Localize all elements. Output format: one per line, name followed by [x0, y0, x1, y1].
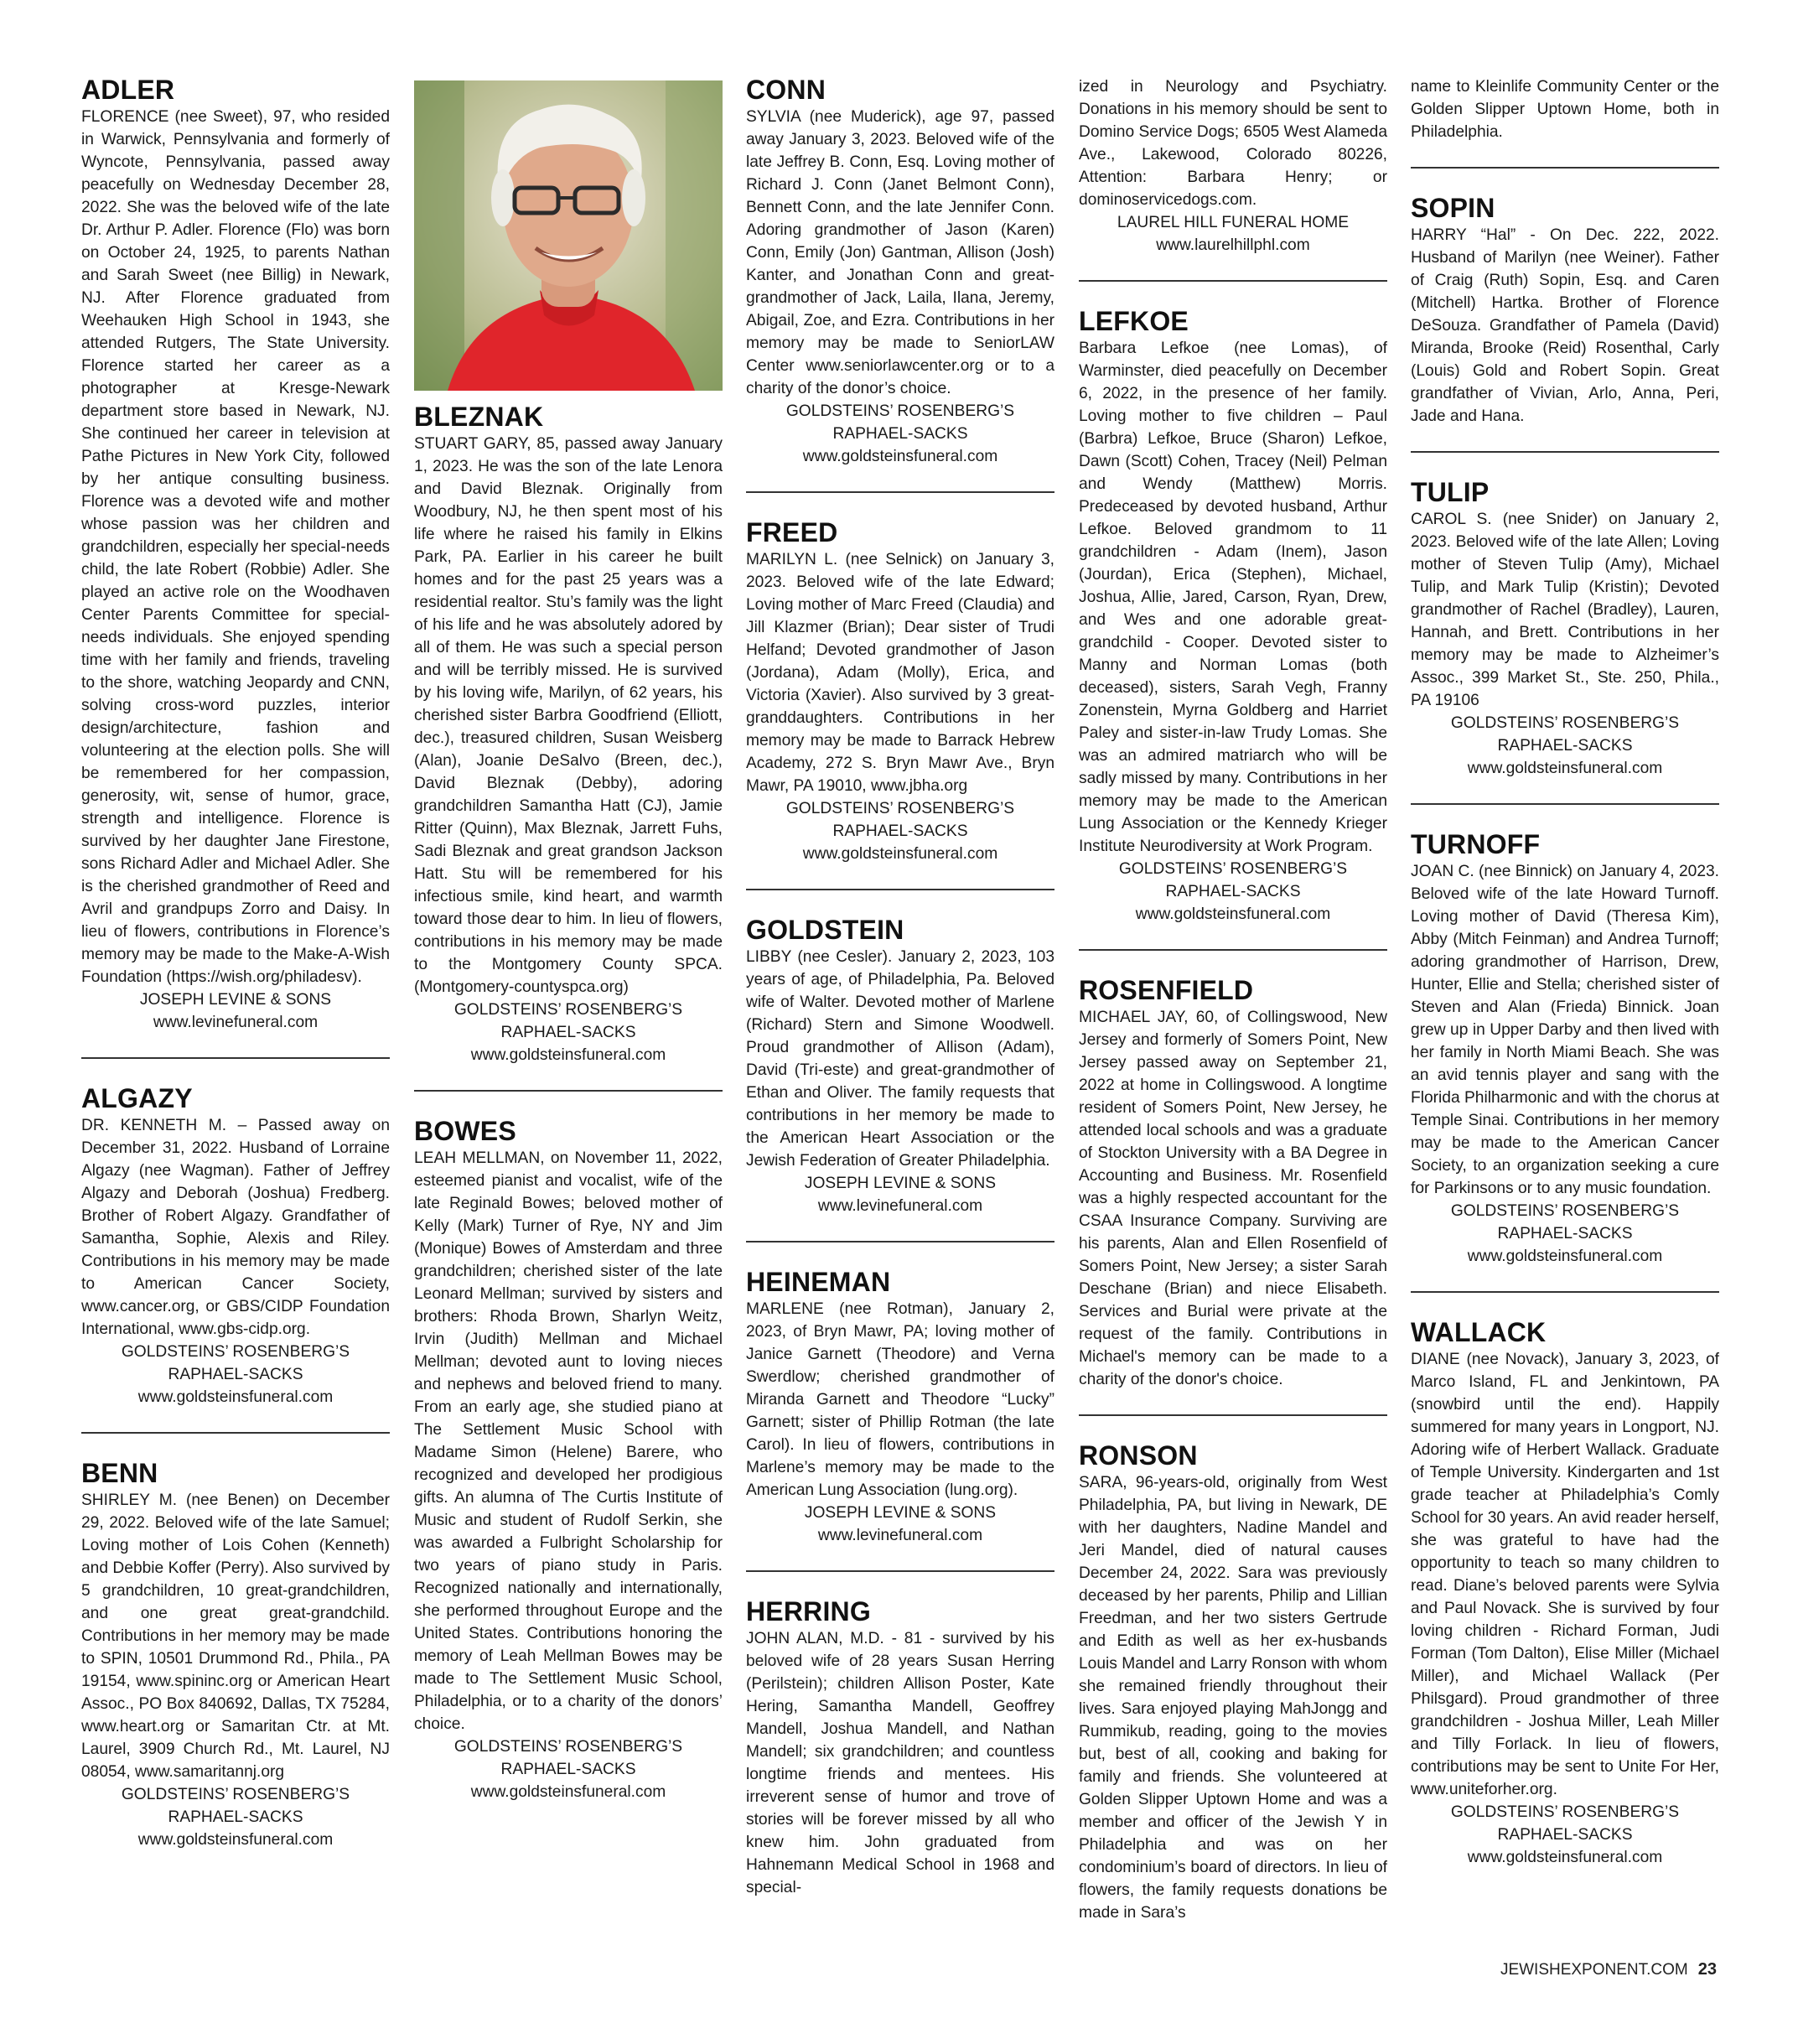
funeral-home-name: RAPHAEL-SACKS — [1497, 1826, 1633, 1844]
obituary-herring-continued — [1079, 75, 1387, 257]
page-number: 23 — [1697, 1960, 1717, 1979]
obituary-name: WALLACK — [1411, 1317, 1547, 1347]
divider — [81, 1057, 390, 1059]
obituary-tulip — [1411, 478, 1719, 780]
bleznak-portrait-photo — [414, 80, 723, 391]
column-3 — [746, 75, 1054, 1899]
funeral-home-url[interactable]: www.goldsteinsfuneral.com — [470, 1046, 666, 1064]
funeral-home-name: RAPHAEL-SACKS — [500, 1024, 636, 1041]
obituary-name: SOPIN — [1411, 193, 1495, 223]
obituary-lefkoe — [1079, 307, 1387, 926]
funeral-home-url[interactable]: www.goldsteinsfuneral.com — [802, 448, 998, 465]
funeral-home-name: RAPHAEL-SACKS — [168, 1808, 303, 1826]
obituary-sopin — [1411, 194, 1719, 428]
obituary-text: FLORENCE (nee Sweet), 97, who resided in Warwick, Pennsylvania and formerly of Wyncote, Pennsylvania, passed away peacefully on Wednesday December 28, 2022. She was the beloved wife of the late Dr. Arthur P. Adler. Florence (Flo) was born on October 24, 1925, to parents Nathan and Sarah Sweet (nee Billig) in Newark, NJ. After Florence graduated from Weehauken High School in 1943, she attended Rutgers, The State University. Florence started her career as a photographer at Kresge-Newark department store based in Newark, NJ. She continued her career in television at Pathe Pictures in New York City, followed by her antique consulting business. Florence was a devoted wife and mother whose passion was her children and grandchildren, especially her special-needs child, the late Robert (Robbie) Adler. She played an active role on the Woodhaven Center Parents Committee for special-needs individuals. She enjoyed spending time with her family and friends, traveling to the shore, watching Jeopardy and CNN, solving cross-word puzzles, interior design/architecture, fashion and volunteering at the election polls. She will be remembered for her compassion, generosity, wit, sense of humor, grace, strength and intelligence. Florence is survived by her daughter Jane Firestone, sons Richard Adler and Michael Adler. She is the cherished grandmother of Reed and Avril and grandpups Zorro and Daisy. In lieu of flowers, contributions in Florence’s memory may be made to the Make-A-Wish Foundation (https://wish.org/philadesv). — [81, 108, 390, 986]
obituary-name: TURNOFF — [1411, 829, 1541, 859]
obituary-name: TULIP — [1411, 477, 1490, 507]
obituary-conn — [746, 75, 1054, 468]
obituary-name: RONSON — [1079, 1440, 1198, 1471]
obituary-text: Barbara Lefkoe (nee Lomas), of Warminster, died peacefully on December 6, 2022, in the presence of her family. Loving mother to five children – Paul (Barbra) Lefkoe, Bruce (Sharon) Lefkoe, Dawn (Scott) Cohen, Tracey (Neil) Pelman and Wendy (Matthew) Morris. Predeceased by devoted husband, Arthur Lefkoe. Beloved grandmom to 11 grandchildren - Adam (Inem), Jason (Jourdan), Erica (Stephen), Michael, Joshua, Allie, Jared, Carson, Ryan, Drew, and Wes and one adorable great-grandchild - Cooper. Devoted sister to Manny and Norman Lomas (both deceased), sisters, Sarah Vegh, Franny Zonenstein, Myrna Goldberg and Harriet Paley and sister-in-law Trudy Lomas. She was an admired matriarch who will be sadly missed by many. Contributions in her memory may be made to the American Lung Association or the Kennedy Krieger Institute Neurodiversity at Work Program. — [1079, 340, 1387, 855]
divider — [746, 1570, 1054, 1572]
obituary-name: HERRING — [746, 1596, 871, 1626]
obituary-text: SARA, 96-years-old, originally from West Philadelphia, PA, but living in Newark, DE with her daughters, Nadine Mandel and Jeri Mandel, died of natural causes December 24, 2022. Sara was previously deceased by her parents, Philip and Lillian Freedman, and her two sisters Gertrude and Edith as well as her ex-husbands Louis Mandel and Larry Ronson with whom she remained friendly throughout their lives. Sara enjoyed playing MahJongg and Rummikub, reading, going to the movies but, best of all, cooking and baking for family and friends. She volunteered at Golden Slipper Uptown Home and was a member and officer of the Jewish Y in Philadelphia and was on her condominium’s board of directors. In lieu of flowers, the family requests donations be made in Sara’s — [1079, 1474, 1387, 1922]
funeral-home-url[interactable]: www.levinefuneral.com — [817, 1197, 983, 1215]
page-footer — [1500, 1960, 1717, 1979]
obituary-name: ALGAZY — [81, 1083, 193, 1113]
funeral-home-url[interactable]: www.goldsteinsfuneral.com — [1467, 1248, 1663, 1265]
funeral-home-name: GOLDSTEINS’ ROSENBERG’S — [453, 1738, 683, 1756]
obituary-name: BOWES — [414, 1116, 516, 1146]
obituary-name: LEFKOE — [1079, 306, 1189, 336]
obituary-ronson-continued — [1411, 75, 1719, 143]
funeral-home-url[interactable]: www.goldsteinsfuneral.com — [470, 1783, 666, 1801]
divider — [746, 1241, 1054, 1242]
divider — [1411, 1291, 1719, 1293]
obituary-text: DIANE (nee Novack), January 3, 2023, of Marco Island, FL and Jenkintown, PA (snowbird until the end). Happily summered for many years in Longport, NJ. Adoring wife of Herbert Wallack. Graduate of Temple University. Kindergarten and 1st grade teacher at Philadelphia’s Comly School for 30 years. An avid reader herself, she was grateful to have had the opportunity to teach so many children to read. Diane’s beloved parents were Sylvia and Paul Novack. She is survived by four loving children - Richard Forman, Judi Forman (Tom Dalton), Elise Miller (Michael Miller), and Michael Wallack (Per Philsgard). Proud grandmother of three grandchildren - Joshua Miller, Leah Miller and Tilly Forlack. In lieu of flowers, contributions may be sent to Unite For Her, www.uniteforher.org. — [1411, 1351, 1719, 1798]
column-2 — [414, 402, 723, 1803]
obituary-text: CAROL S. (nee Snider) on January 2, 2023. Beloved wife of the late Allen; Loving mother of Steven Tulip (Amy), Michael Tulip, and Mark Tulip (Kristin); Devoted grandmother of Rachel (Bradley), Lauren, Hannah, and Brett. Contributions in her memory may be made to Alzheimer’s Assoc., 399 Market St., Ste. 250, Phila., PA 19106 — [1411, 511, 1719, 709]
obituary-name: ADLER — [81, 75, 175, 105]
funeral-home-name: GOLDSTEINS’ ROSENBERG’S — [453, 1001, 683, 1019]
obituary-name: CONN — [746, 75, 826, 105]
obituary-text: HARRY “Hal” - On Dec. 222, 2022. Husband of Marilyn (nee Weiner). Father of Craig (Ruth) Sopin, Esq. and Caren (Mitchell) Hartka. Brother of Florence DeSouza. Grandfather of Pamela (David) Miranda, Brooke (Reid) Rosenthal, Carly (Louis) Gold and Robert Sopin. Great grandfather of Vivian, Arlo, Anna, Peri, Jade and Hana. — [1411, 226, 1719, 425]
funeral-home-name: GOLDSTEINS’ ROSENBERG’S — [785, 800, 1015, 817]
divider — [1411, 451, 1719, 453]
funeral-home-name: RAPHAEL-SACKS — [1497, 737, 1633, 755]
obituary-text: SHIRLEY M. (nee Benen) on December 29, 2022. Beloved wife of the late Samuel; Loving mother of Lois Cohen (Kenneth) and Debbie Koffer (Perry). Also survived by 5 grandchildren, 10 great-grandchildren, and one great great-grandchild. Contributions in her memory may be made to SPIN, 10501 Drummond Rd., Phila., PA 19154, www.spininc.org or American Heart Assoc., PO Box 840692, Dallas, TX 75284, www.heart.org or Samaritan Ctr. at Mt. Laurel, 3909 Church Rd., Mt. Laurel, NJ 08054, www.samaritannj.org — [81, 1491, 390, 1781]
funeral-home-name: LAUREL HILL FUNERAL HOME — [1117, 214, 1350, 231]
column-4 — [1079, 75, 1387, 1924]
funeral-home-url[interactable]: www.goldsteinsfuneral.com — [1467, 760, 1663, 777]
obituary-adler — [81, 75, 390, 1034]
obituary-wallack — [1411, 1318, 1719, 1869]
obituary-name: BLEZNAK — [414, 402, 544, 432]
obituary-benn — [81, 1459, 390, 1851]
divider — [746, 889, 1054, 890]
obituary-name: FREED — [746, 517, 838, 547]
obituary-text-continued: ized in Neurology and Psychiatry. Donations in his memory should be sent to Domino Service Dogs; 6505 West Alameda Ave., Lakewood, Colorado 80226, Attention: Barbara Henry; or dominoservicedogs.com. — [1079, 78, 1387, 209]
divider — [1411, 803, 1719, 805]
obituary-goldstein — [746, 916, 1054, 1217]
obituary-name: GOLDSTEIN — [746, 915, 904, 945]
funeral-home-name: RAPHAEL-SACKS — [168, 1366, 303, 1383]
obituary-herring — [746, 1597, 1054, 1899]
obituary-bleznak — [414, 402, 723, 1066]
obituary-name: BENN — [81, 1458, 158, 1488]
column-5 — [1411, 75, 1719, 1869]
funeral-home-name: GOLDSTEINS’ ROSENBERG’S — [121, 1343, 350, 1361]
divider — [1079, 949, 1387, 951]
divider — [81, 1432, 390, 1434]
obituary-text: JOHN ALAN, M.D. - 81 - survived by his beloved wife of 28 years Susan Herring (Perilstein); children Allison Poster, Kate Hering, Samantha Mandell, Geoffrey Mandell, Joshua Mandell, and Nathan Mandell; six grandchildren; and countless longtime friends and mentees. His irreverent sense of humor and trove of stories will be forever missed by all who knew him. John graduated from Hahnemann Medical School in 1968 and special- — [746, 1630, 1054, 1896]
obituary-freed — [746, 518, 1054, 865]
funeral-home-name: RAPHAEL-SACKS — [1497, 1225, 1633, 1242]
site-name[interactable]: JEWISHEXPONENT.COM — [1500, 1961, 1688, 1979]
divider — [746, 491, 1054, 493]
funeral-home-url[interactable]: www.goldsteinsfuneral.com — [1135, 905, 1331, 923]
obituary-text: SYLVIA (nee Muderick), age 97, passed away January 3, 2023. Beloved wife of the late Jeffrey B. Conn, Esq. Loving mother of Richard J. Conn (Janet Belmont Conn), Bennett Conn, and the late Jennifer Conn. Adoring grandmother of Jason (Karen) Conn, Emily (Jon) Gantman, Allison (Josh) Kanter, and Jonathan Conn and great-grandmother of Jack, Laila, Ilana, Jeremy, Abigail, Zoe, and Ezra. Contributions in her memory may be made to SeniorLAW Center www.seniorlawcenter.org or to a charity of the donor’s choice. — [746, 108, 1054, 397]
funeral-home-name: RAPHAEL-SACKS — [1165, 883, 1301, 900]
obituary-text: LEAH MELLMAN, on November 11, 2022, esteemed pianist and vocalist, wife of the late Reginald Bowes; beloved mother of Kelly (Mark) Turner of Rye, NY and Jim (Monique) Bowes of Amsterdam and three grandchildren; cherished sister of the late Leonard Mellman; survived by sisters and brothers: Rhoda Brown, Sharlyn Weitz, Irvin (Judith) Mellman and Michael Mellman; devoted aunt to loving nieces and nephews and beloved friend to many. From an early age, she studied piano at The Settlement Music School with Madame Simon (Helene) Barere, who recognized and developed her prodigious gifts. An alumna of The Curtis Institute of Music and student of Rudolf Serkin, she was awarded a Fulbright Scholarship for two years of piano study in Paris. Recognized nationally and internationally, she performed throughout Europe and the United States. Contributions honoring the memory of Leah Mellman Bowes may be made to The Settlement Music School, Philadelphia, or to a charity of the donors’ choice. — [414, 1149, 723, 1733]
funeral-home-url[interactable]: www.laurelhillphl.com — [1156, 236, 1310, 254]
funeral-home-name: JOSEPH LEVINE & SONS — [804, 1175, 997, 1192]
divider — [1411, 167, 1719, 169]
funeral-home-url[interactable]: www.goldsteinsfuneral.com — [137, 1831, 334, 1849]
funeral-home-name: GOLDSTEINS’ ROSENBERG’S — [1450, 714, 1680, 732]
obituary-heineman — [746, 1268, 1054, 1547]
column-1 — [81, 75, 390, 1851]
funeral-home-name: RAPHAEL-SACKS — [832, 425, 968, 443]
obituary-text: JOAN C. (nee Binnick) on January 4, 2023. Beloved wife of the late Howard Turnoff. Loving mother of David (Theresa Kim), Abby (Mitch Feinman) and Andrea Turnoff; adoring grandmother of Harrison, Drew, Hunter, Ellie and Stella; cherished sister of Steven and Alan (Frieda) Binnick. Joan grew up in Upper Darby and then lived with her family in North Miami Beach. She was an avid tennis player and sang with the Florida Philharmonic and with the chorus at Temple Sinai. Contributions in her memory may be made to the American Cancer Society, to an organization seeking a cure for Parkinsons or to any music foundation. — [1411, 863, 1719, 1197]
funeral-home-url[interactable]: www.levinefuneral.com — [153, 1014, 319, 1031]
funeral-home-url[interactable]: www.goldsteinsfuneral.com — [802, 845, 998, 863]
funeral-home-name: GOLDSTEINS’ ROSENBERG’S — [1118, 860, 1348, 878]
funeral-home-name: GOLDSTEINS’ ROSENBERG’S — [1450, 1202, 1680, 1220]
funeral-home-url[interactable]: www.goldsteinsfuneral.com — [137, 1388, 334, 1406]
divider — [1079, 1414, 1387, 1416]
funeral-home-name: JOSEPH LEVINE & SONS — [139, 991, 332, 1009]
obituary-text: DR. KENNETH M. – Passed away on December 31, 2022. Husband of Lorraine Algazy (nee Wagman). Father of Jeffrey Algazy and Deborah (Joshua) Fredberg. Brother of Robert Algazy. Grandfather of Samantha, Sophie, Alexis and Riley. Contributions in his memory may be made to American Cancer Society, www.cancer.org, or GBS/CIDP Foundation International, www.gbs-cidp.org. — [81, 1117, 390, 1338]
obituary-text: MARILYN L. (nee Selnick) on January 3, 2023. Beloved wife of the late Edward; Loving mother of Marc Freed (Claudia) and Jill Klazmer (Brian); Dear sister of Trudi Helfand; Devoted grandmother of Jason (Jordana), Adam (Molly), Erica, and Victoria (Xavier). Also survived by 3 great-granddaughters. Contributions in her memory may be made to Barrack Hebrew Academy, 272 S. Bryn Mawr Ave., Bryn Mawr, PA 19010, www.jbha.org — [746, 551, 1054, 795]
obituary-turnoff — [1411, 830, 1719, 1268]
obituary-text: MICHAEL JAY, 60, of Collingswood, New Jersey and formerly of Somers Point, New Jersey passed away on September 21, 2022 at home in Collingswood. A longtime resident of Somers Point, New Jersey, he attended local schools and was a graduate of Stockton University with a BA Degree in Accounting and Business. Mr. Rosenfield was a highly respected accountant for the CSAA Insurance Company. Surviving are his parents, Alan and Ellen Rosenfield of Somers Point, New Jersey; a sister Sarah Deschane (Brian) and niece Elisabeth. Services and Burial were private at the request of the family. Contributions in Michael's memory can be made to a charity of the donor's choice. — [1079, 1009, 1387, 1388]
funeral-home-url[interactable]: www.levinefuneral.com — [817, 1527, 983, 1544]
funeral-home-url[interactable]: www.goldsteinsfuneral.com — [1467, 1849, 1663, 1866]
obituary-ronson — [1079, 1441, 1387, 1924]
obituary-name: HEINEMAN — [746, 1267, 891, 1297]
funeral-home-name: JOSEPH LEVINE & SONS — [804, 1504, 997, 1522]
funeral-home-name: RAPHAEL-SACKS — [832, 822, 968, 840]
funeral-home-name: GOLDSTEINS’ ROSENBERG’S — [785, 402, 1015, 420]
obituary-rosenfield — [1079, 976, 1387, 1391]
obituary-text: STUART GARY, 85, passed away January 1, 2023. He was the son of the late Lenora and David Bleznak. Originally from Woodbury, NJ, he then spent most of his life where he raised his family in Elkins Park, PA. Earlier in his career he built homes and for the past 25 years was a residential realtor. Stu’s family was the light of his life and he was absolutely adored by all of them. He was such a special person and will be terribly missed. He is survived by his loving wife, Marilyn, of 62 years, his cherished sister Barbra Goodfriend (Elliott, dec.), treasured children, Susan Weisberg (Alan), Joanie DeSalvo (Breen, dec.), David Bleznak (Debby), adoring grandchildren Samantha Hatt (CJ), Jamie Ritter (Quinn), Max Bleznak, Jarrett Fuhs, Sadi Bleznak and great grandson Jackson Hatt. Stu will be remembered for his infectious smile, kind heart, and warmth toward those dear to him. In lieu of flowers, contributions in his memory may be made to the Montgomery County SPCA. (Montgomery-countyspca.org) — [414, 435, 723, 996]
funeral-home-name: GOLDSTEINS’ ROSENBERG’S — [121, 1786, 350, 1803]
obituary-bowes — [414, 1117, 723, 1803]
funeral-home-name: GOLDSTEINS’ ROSENBERG’S — [1450, 1803, 1680, 1821]
divider — [1079, 280, 1387, 282]
obituary-name: ROSENFIELD — [1079, 975, 1254, 1005]
divider — [414, 1090, 723, 1092]
obituary-text-continued: name to Kleinlife Community Center or the Golden Slipper Uptown Home, both in Philadelphia. — [1411, 78, 1719, 141]
obituary-text: MARLENE (nee Rotman), January 2, 2023, of Bryn Mawr, PA; loving mother of Janice Garnett (Theodore) and Verna Swerdlow; cherished grandmother of Miranda Garnett and Theodore “Lucky” Garnett; sister of Phillip Rotman (the late Carol). In lieu of flowers, contributions in Marlene’s memory may be made to the American Lung Association (lung.org). — [746, 1300, 1054, 1499]
funeral-home-name: RAPHAEL-SACKS — [500, 1761, 636, 1778]
obituary-algazy — [81, 1084, 390, 1408]
obituary-text: LIBBY (nee Cesler). January 2, 2023, 103 years of age, of Philadelphia, Pa. Beloved wife of Walter. Devoted mother of Marlene (Richard) Stern and Simone Woodwell. Proud grandmother of Allison (Adam), David (Tri-este) and great-grandmother of Ethan and Oliver. The family requests that contributions in her memory be made to the American Heart Association or the Jewish Federation of Greater Philadelphia. — [746, 948, 1054, 1170]
